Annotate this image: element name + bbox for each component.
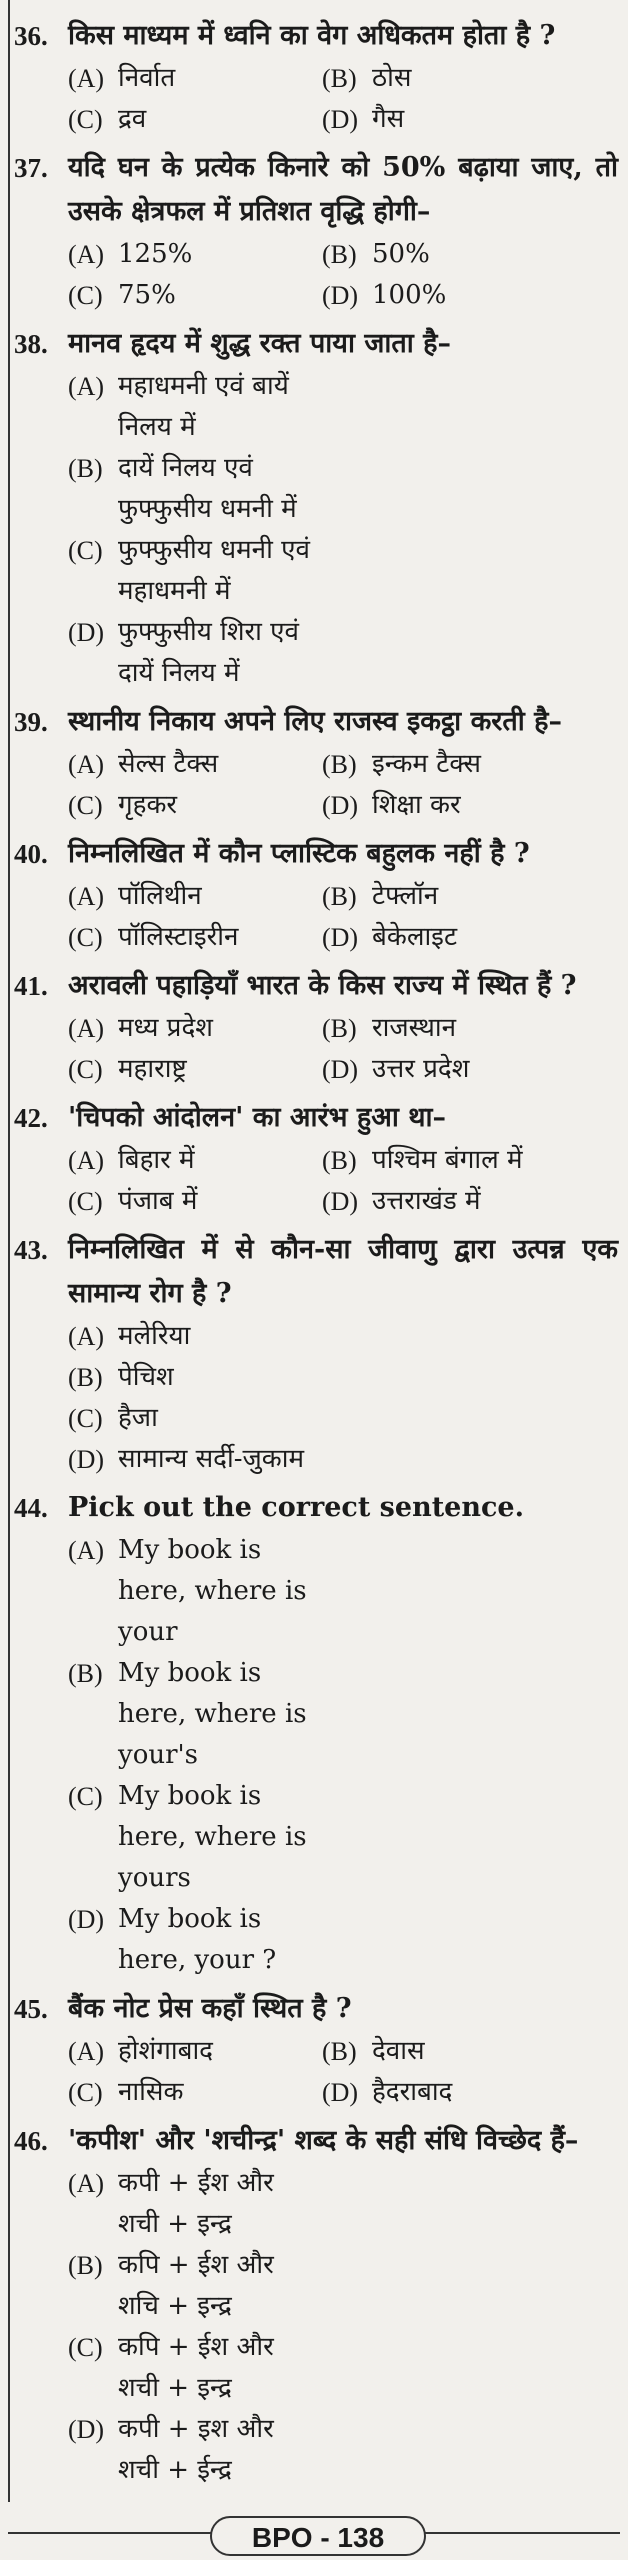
option-text: देवास bbox=[372, 2036, 425, 2066]
options-row bbox=[68, 448, 618, 530]
answer-option bbox=[322, 99, 618, 140]
options-list bbox=[14, 234, 618, 316]
question-text: निम्नलिखित में से कौन-सा जीवाणु द्वारा उत्पन्न एक सामान्य रोग है ? bbox=[68, 1234, 618, 1309]
answer-option bbox=[68, 2072, 322, 2113]
option-text: दायें निलय एवं फुफ्फुसीय धमनी में bbox=[118, 453, 297, 524]
option-text: 50% bbox=[372, 239, 430, 269]
option-text: उत्तर प्रदेश bbox=[372, 1054, 470, 1084]
option-label: (B) bbox=[322, 750, 357, 779]
options-row bbox=[68, 1653, 618, 1776]
question-number: 46. bbox=[14, 2126, 48, 2156]
answer-option bbox=[68, 1530, 322, 1653]
option-text: नासिक bbox=[118, 2077, 184, 2107]
options-row bbox=[68, 99, 618, 140]
option-label: (C) bbox=[68, 2078, 103, 2107]
answer-option bbox=[68, 2409, 322, 2491]
options-row bbox=[68, 1316, 618, 1357]
question-text: Pick out the correct sentence. bbox=[68, 1492, 524, 1523]
options-row bbox=[68, 876, 618, 917]
option-text: निर्वात bbox=[118, 63, 176, 93]
question-text: किस माध्यम में ध्वनि का वेग अधिकतम होता है ? bbox=[68, 20, 556, 51]
answer-option bbox=[322, 744, 618, 785]
options-row bbox=[68, 744, 618, 785]
question-block bbox=[14, 964, 618, 1090]
options-list bbox=[14, 2031, 618, 2113]
answer-option bbox=[322, 275, 618, 316]
option-label: (D) bbox=[68, 2415, 105, 2444]
question-block bbox=[14, 2119, 618, 2491]
question-text: अरावली पहाड़ियाँ भारत के किस राज्य में स्थित हैं ? bbox=[68, 970, 577, 1001]
question-text: स्थानीय निकाय अपने लिए राजस्व इकट्ठा करती है– bbox=[68, 706, 562, 737]
option-label: (B) bbox=[68, 1659, 103, 1688]
question-block bbox=[14, 14, 618, 140]
answer-option bbox=[322, 2072, 618, 2113]
option-text: सेल्स टैक्स bbox=[118, 749, 219, 779]
option-label: (B) bbox=[322, 64, 357, 93]
options-row bbox=[68, 1398, 618, 1439]
option-label: (C) bbox=[68, 791, 103, 820]
options-row bbox=[68, 1530, 618, 1653]
answer-option bbox=[68, 2163, 322, 2245]
question-number: 40. bbox=[14, 839, 48, 869]
answer-option bbox=[68, 1398, 322, 1439]
question-line bbox=[14, 832, 618, 876]
option-text: सामान्य सर्दी-जुकाम bbox=[118, 1444, 305, 1474]
option-label: (B) bbox=[68, 2251, 103, 2280]
left-margin-rule bbox=[8, 0, 10, 2502]
answer-option bbox=[68, 1049, 322, 1090]
options-row bbox=[68, 1439, 618, 1480]
option-label: (D) bbox=[322, 1187, 359, 1216]
option-text: पंजाब में bbox=[118, 1186, 198, 1216]
options-row bbox=[68, 2031, 618, 2072]
options-list bbox=[14, 744, 618, 826]
options-list bbox=[14, 876, 618, 958]
options-list bbox=[14, 1008, 618, 1090]
answer-option bbox=[68, 876, 322, 917]
answer-option bbox=[322, 917, 618, 958]
option-label: (A) bbox=[68, 1536, 105, 1565]
options-row bbox=[68, 1357, 618, 1398]
option-label: (B) bbox=[322, 1014, 357, 1043]
answer-option bbox=[68, 275, 322, 316]
option-label: (D) bbox=[322, 281, 359, 310]
answer-option bbox=[322, 1140, 618, 1181]
option-label: (B) bbox=[68, 1363, 103, 1392]
question-block bbox=[14, 1486, 618, 1981]
option-label: (C) bbox=[68, 1404, 103, 1433]
page-footer bbox=[0, 2502, 628, 2560]
question-line bbox=[14, 964, 618, 1008]
option-text: फुफ्फुसीय शिरा एवं दायें निलय में bbox=[118, 617, 300, 688]
question-text: 'कपीश' और 'शचीन्द्र' शब्द के सही संधि विच्छेद हैं– bbox=[68, 2125, 579, 2156]
option-text: महाराष्ट्र bbox=[118, 1054, 187, 1084]
option-label: (B) bbox=[322, 882, 357, 911]
option-label: (C) bbox=[68, 1187, 103, 1216]
question-text: निम्नलिखित में कौन प्लास्टिक बहुलक नहीं है ? bbox=[68, 838, 530, 869]
question-line bbox=[14, 1228, 618, 1316]
answer-option bbox=[68, 366, 322, 448]
option-label: (B) bbox=[322, 1146, 357, 1175]
option-label: (B) bbox=[68, 454, 103, 483]
question-line bbox=[14, 2119, 618, 2163]
answer-option bbox=[68, 2327, 322, 2409]
question-line bbox=[14, 1987, 618, 2031]
options-row bbox=[68, 530, 618, 612]
question-number: 37. bbox=[14, 153, 48, 183]
answer-option bbox=[322, 1008, 618, 1049]
question-list bbox=[14, 14, 618, 2491]
answer-option bbox=[68, 58, 322, 99]
answer-option bbox=[322, 2031, 618, 2072]
option-label: (A) bbox=[68, 1146, 105, 1175]
answer-option bbox=[68, 1899, 322, 1981]
answer-option bbox=[68, 1140, 322, 1181]
question-number: 38. bbox=[14, 329, 48, 359]
option-label: (A) bbox=[68, 750, 105, 779]
answer-option bbox=[68, 530, 322, 612]
answer-option bbox=[68, 1439, 322, 1480]
options-row bbox=[68, 2327, 618, 2409]
option-label: (A) bbox=[68, 64, 105, 93]
answer-option bbox=[68, 917, 322, 958]
answer-option bbox=[68, 1316, 322, 1357]
question-number: 41. bbox=[14, 971, 48, 1001]
option-text: My book is here, your ? bbox=[118, 1904, 277, 1975]
option-label: (C) bbox=[68, 1782, 103, 1811]
answer-option bbox=[322, 234, 618, 275]
option-text: राजस्थान bbox=[372, 1013, 457, 1043]
option-text: हैदराबाद bbox=[372, 2077, 453, 2107]
options-row bbox=[68, 785, 618, 826]
option-text: बेकेलाइट bbox=[372, 922, 458, 952]
answer-option bbox=[68, 448, 322, 530]
answer-option bbox=[68, 1181, 322, 1222]
option-label: (A) bbox=[68, 240, 105, 269]
options-row bbox=[68, 917, 618, 958]
question-line bbox=[14, 1486, 618, 1530]
answer-option bbox=[322, 58, 618, 99]
option-text: द्रव bbox=[118, 104, 147, 134]
option-text: शिक्षा कर bbox=[372, 790, 461, 820]
answer-option bbox=[68, 2031, 322, 2072]
option-label: (D) bbox=[322, 105, 359, 134]
question-number: 43. bbox=[14, 1235, 48, 1265]
option-text: 75% bbox=[118, 280, 176, 310]
option-text: हैजा bbox=[118, 1403, 158, 1433]
option-text: होशंगाबाद bbox=[118, 2036, 213, 2066]
options-list bbox=[14, 58, 618, 140]
option-label: (A) bbox=[68, 1322, 105, 1351]
question-block bbox=[14, 1096, 618, 1222]
option-text: पॉलिस्टाइरीन bbox=[118, 922, 239, 952]
option-label: (D) bbox=[68, 1445, 105, 1474]
answer-option bbox=[322, 1181, 618, 1222]
option-text: टेफ्लॉन bbox=[372, 881, 439, 911]
answer-option bbox=[68, 744, 322, 785]
option-text: पॉलिथीन bbox=[118, 881, 202, 911]
option-label: (D) bbox=[322, 791, 359, 820]
question-block bbox=[14, 146, 618, 316]
option-label: (C) bbox=[68, 923, 103, 952]
option-text: महाधमनी एवं बायें निलय में bbox=[118, 371, 289, 442]
option-label: (C) bbox=[68, 536, 103, 565]
option-text: पश्चिम बंगाल में bbox=[372, 1145, 523, 1175]
answer-option bbox=[322, 876, 618, 917]
options-row bbox=[68, 58, 618, 99]
options-row bbox=[68, 2409, 618, 2491]
option-text: पेचिश bbox=[118, 1362, 174, 1392]
option-label: (A) bbox=[68, 2169, 105, 2198]
option-label: (A) bbox=[68, 2037, 105, 2066]
option-label: (C) bbox=[68, 1055, 103, 1084]
options-row bbox=[68, 2245, 618, 2327]
question-text: यदि घन के प्रत्येक किनारे को 50% बढ़ाया जाए, तो उसके क्षेत्रफल में प्रतिशत वृद्धि होगी– bbox=[68, 152, 618, 227]
option-label: (D) bbox=[68, 1905, 105, 1934]
options-row bbox=[68, 1776, 618, 1899]
options-row bbox=[68, 2163, 618, 2245]
option-text: My book is here, where is your's bbox=[118, 1658, 307, 1770]
options-row bbox=[68, 1140, 618, 1181]
answer-option bbox=[68, 1653, 322, 1776]
options-row bbox=[68, 275, 618, 316]
option-label: (A) bbox=[68, 1014, 105, 1043]
option-label: (D) bbox=[322, 2078, 359, 2107]
options-row bbox=[68, 1181, 618, 1222]
answer-option bbox=[322, 1049, 618, 1090]
answer-option bbox=[68, 2245, 322, 2327]
option-label: (D) bbox=[68, 618, 105, 647]
question-line bbox=[14, 322, 618, 366]
option-label: (B) bbox=[322, 240, 357, 269]
answer-option bbox=[68, 99, 322, 140]
options-list bbox=[14, 1140, 618, 1222]
option-label: (D) bbox=[322, 1055, 359, 1084]
question-number: 39. bbox=[14, 707, 48, 737]
question-text: बैंक नोट प्रेस कहाँ स्थित है ? bbox=[68, 1993, 352, 2024]
option-text: 100% bbox=[372, 280, 447, 310]
question-number: 36. bbox=[14, 21, 48, 51]
option-text: गैस bbox=[372, 104, 405, 134]
option-text: कपि + ईश और शचि + इन्द्र bbox=[118, 2250, 274, 2321]
question-line bbox=[14, 700, 618, 744]
options-list bbox=[14, 366, 618, 694]
question-line bbox=[14, 1096, 618, 1140]
option-text: फुफ्फुसीय धमनी एवं महाधमनी में bbox=[118, 535, 310, 606]
answer-option bbox=[68, 1008, 322, 1049]
option-label: (D) bbox=[322, 923, 359, 952]
option-text: उत्तराखंड में bbox=[372, 1186, 481, 1216]
answer-option bbox=[68, 1357, 322, 1398]
option-label: (C) bbox=[68, 281, 103, 310]
question-number: 42. bbox=[14, 1103, 48, 1133]
options-row bbox=[68, 366, 618, 448]
options-row bbox=[68, 612, 618, 694]
question-text: 'चिपको आंदोलन' का आरंभ हुआ था– bbox=[68, 1102, 446, 1133]
page-code-badge: BPO - 138 bbox=[210, 2516, 426, 2556]
question-number: 45. bbox=[14, 1994, 48, 2024]
option-text: My book is here, where is yours bbox=[118, 1781, 307, 1893]
options-row bbox=[68, 1899, 618, 1981]
question-text: मानव हृदय में शुद्ध रक्त पाया जाता है– bbox=[68, 328, 451, 359]
option-text: मलेरिया bbox=[118, 1321, 191, 1351]
question-block bbox=[14, 832, 618, 958]
question-line bbox=[14, 14, 618, 58]
option-text: 125% bbox=[118, 239, 193, 269]
option-label: (A) bbox=[68, 882, 105, 911]
options-list bbox=[14, 2163, 618, 2491]
options-list bbox=[14, 1530, 618, 1981]
option-text: बिहार में bbox=[118, 1145, 195, 1175]
option-label: (A) bbox=[68, 372, 105, 401]
answer-option bbox=[68, 785, 322, 826]
option-text: कपी + ईश और शची + इन्द्र bbox=[118, 2168, 274, 2239]
question-block bbox=[14, 1987, 618, 2113]
question-line bbox=[14, 146, 618, 234]
question-number: 44. bbox=[14, 1493, 48, 1523]
answer-option bbox=[68, 234, 322, 275]
options-row bbox=[68, 1049, 618, 1090]
option-text: इन्कम टैक्स bbox=[372, 749, 481, 779]
answer-option bbox=[68, 1776, 322, 1899]
option-text: My book is here, where is your bbox=[118, 1535, 307, 1647]
question-block bbox=[14, 1228, 618, 1480]
option-text: कपि + ईश और शची + इन्द्र bbox=[118, 2332, 274, 2403]
option-text: गृहकर bbox=[118, 790, 178, 820]
option-label: (C) bbox=[68, 105, 103, 134]
question-block bbox=[14, 322, 618, 694]
option-text: मध्य प्रदेश bbox=[118, 1013, 213, 1043]
answer-option bbox=[68, 612, 322, 694]
option-text: ठोस bbox=[372, 63, 412, 93]
question-block bbox=[14, 700, 618, 826]
options-row bbox=[68, 234, 618, 275]
option-label: (C) bbox=[68, 2333, 103, 2362]
options-row bbox=[68, 1008, 618, 1049]
options-row bbox=[68, 2072, 618, 2113]
option-text: कपी + इश और शची + ईन्द्र bbox=[118, 2414, 274, 2485]
option-label: (B) bbox=[322, 2037, 357, 2066]
answer-option bbox=[322, 785, 618, 826]
options-list bbox=[14, 1316, 618, 1480]
